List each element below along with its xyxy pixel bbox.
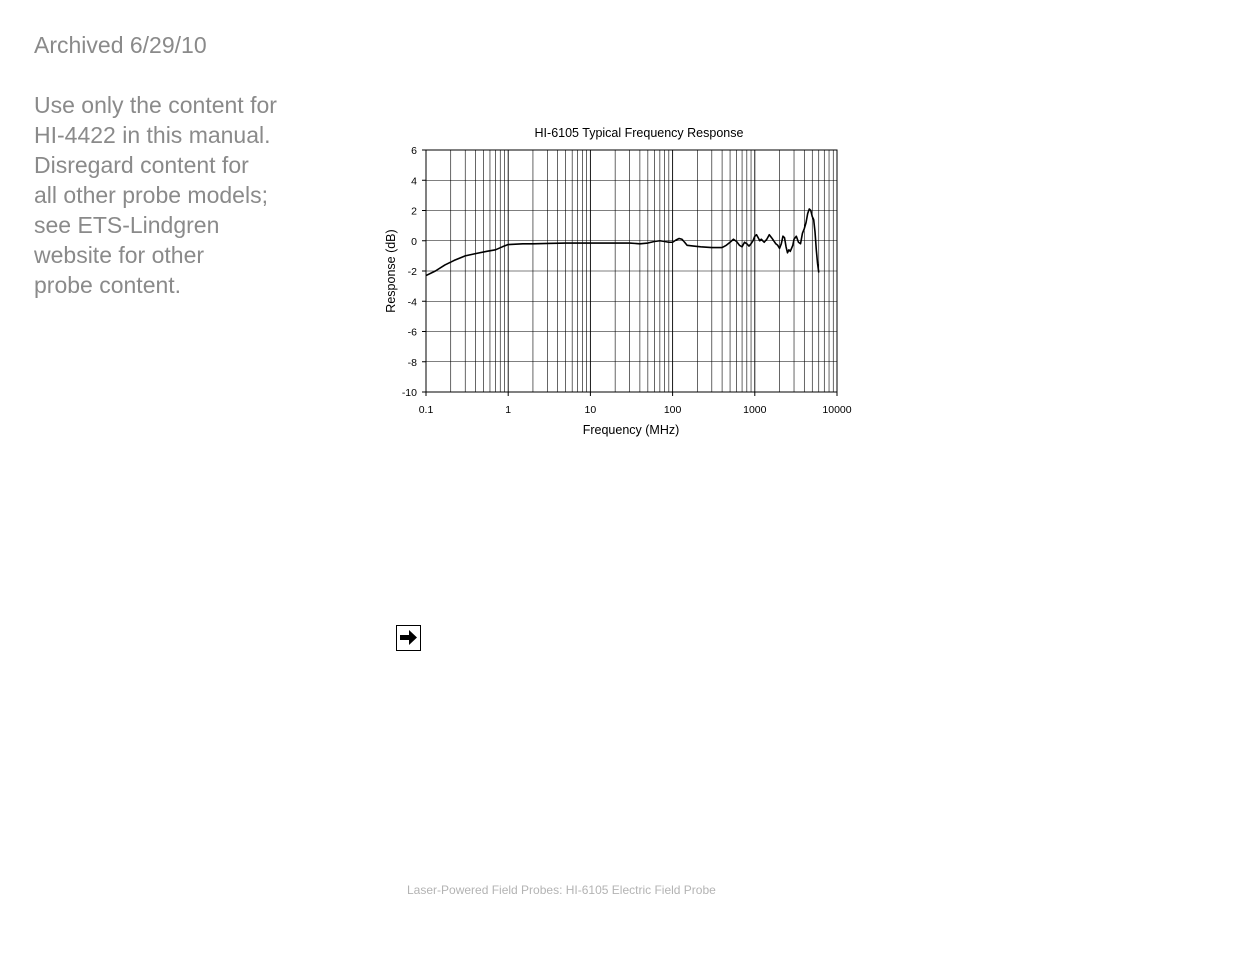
chart-grid: [426, 150, 837, 392]
chart-title: HI-6105 Typical Frequency Response: [534, 126, 744, 140]
y-tick-label: -6: [407, 326, 417, 339]
x-tick-label: 100: [663, 404, 682, 416]
y-tick-label: 0: [411, 235, 417, 248]
frequency-response-chart: [380, 120, 860, 440]
x-tick-label: 1000: [743, 404, 767, 416]
instruction-line: all other probe models;: [34, 182, 268, 208]
y-tick-label: -2: [407, 266, 417, 278]
archive-note: [34, 30, 334, 300]
instruction-line: HI-4422 in this manual.: [34, 122, 271, 148]
instruction-line: Use only the content for: [34, 92, 277, 118]
x-tick-label: 10000: [822, 404, 852, 416]
y-tick-label: 2: [411, 205, 417, 218]
instructions: [34, 90, 334, 300]
x-tick-label: 10: [584, 404, 597, 416]
y-tick-label: -10: [401, 387, 417, 399]
y-tick-label: -8: [407, 356, 417, 369]
x-tick-label: 0.1: [418, 404, 434, 416]
y-tick-label: -4: [407, 296, 417, 309]
y-tick-labels: [402, 145, 417, 399]
page-footer: Laser-Powered Field Probes: HI-6105 Electric Field Probe: [407, 883, 716, 897]
y-tick-label: 4: [411, 175, 417, 188]
x-axis-label: Frequency (MHz): [582, 423, 680, 437]
right-arrow-icon: [396, 625, 421, 651]
response-series-line: [426, 209, 819, 276]
instruction-line: Disregard content for: [34, 152, 249, 178]
y-axis-label: Response (dB): [384, 229, 398, 313]
instruction-line: see ETS-Lindgren: [34, 212, 220, 238]
x-tick-labels: [419, 404, 852, 416]
instruction-line: probe content.: [34, 272, 182, 298]
right-arrow-icon-glyph: [397, 626, 419, 649]
archive-date: Archived 6/29/10: [34, 32, 207, 58]
instruction-line: website for other: [34, 242, 205, 268]
y-tick-label: 6: [411, 145, 417, 157]
x-tick-label: 1: [505, 404, 512, 416]
